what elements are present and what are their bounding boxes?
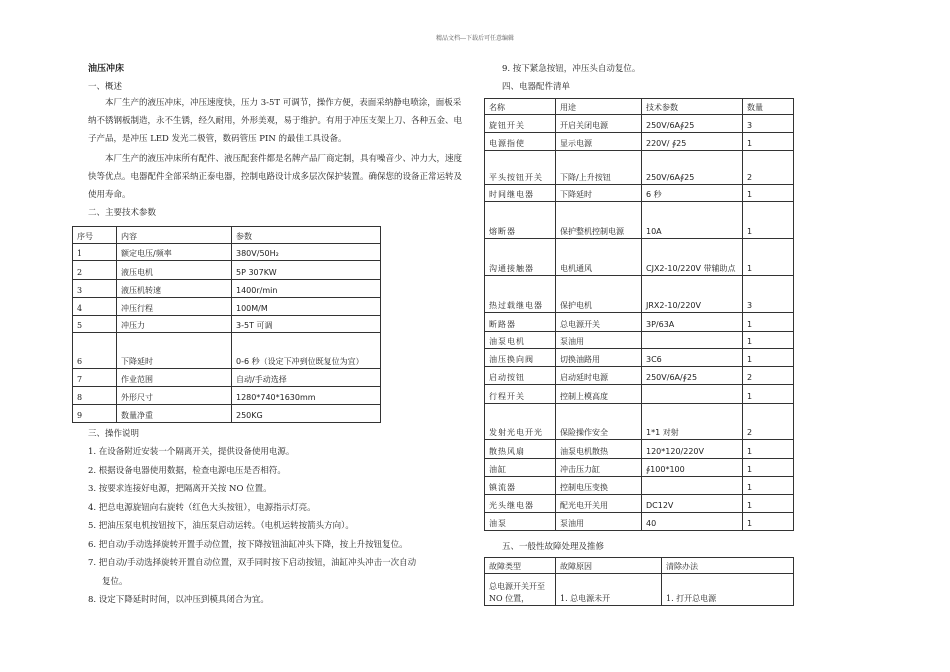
parts-table-cell: 下降/上升按钮 bbox=[556, 151, 642, 185]
operation-step: 8. 设定下降延时时间，以冲压到模具闭合为宜。 bbox=[88, 595, 269, 605]
parts-table-cell: 行程开关 bbox=[485, 385, 556, 404]
parts-table-cell: 启动按钮 bbox=[485, 367, 556, 385]
parts-table-cell: 1 bbox=[743, 459, 794, 477]
parts-table-cell: 光头继电器 bbox=[485, 495, 556, 513]
parts-table-cell: 保险操作安全 bbox=[556, 404, 642, 440]
parts-table-row bbox=[485, 495, 794, 513]
section-operation-heading: 三、操作说明 bbox=[88, 429, 140, 439]
parts-table-row bbox=[485, 349, 794, 367]
params-table-cell: 9 bbox=[73, 405, 117, 423]
fault-table-cell: 1. 打开总电源 bbox=[662, 574, 794, 606]
parts-table-cell: 1 bbox=[743, 133, 794, 151]
parts-table-row bbox=[485, 313, 794, 332]
parts-table-cell: 250V/6A∮25 bbox=[642, 151, 743, 185]
parts-table-cell: 40 bbox=[642, 513, 743, 531]
fault-table-cell: 总电源开关开至 NO 位置， bbox=[485, 574, 556, 606]
parts-table-row bbox=[485, 477, 794, 495]
parts-header-cell: 技术参数 bbox=[642, 99, 743, 115]
section-parts-heading: 四、电器配件清单 bbox=[502, 82, 571, 92]
parts-table-cell: 250V/6A∮25 bbox=[642, 115, 743, 133]
parts-table-cell: 1 bbox=[743, 313, 794, 332]
parts-table-cell: 1 bbox=[743, 332, 794, 349]
params-table-header-row bbox=[73, 227, 381, 244]
parts-table-cell: 油泵电机散热 bbox=[556, 440, 642, 459]
parts-header-cell: 名称 bbox=[485, 99, 556, 115]
params-table-cell: 7 bbox=[73, 369, 117, 387]
parts-table-cell: 2 bbox=[743, 151, 794, 185]
parts-table-cell: 发射光电开光 bbox=[485, 404, 556, 440]
params-table-row bbox=[73, 261, 381, 280]
parts-table-cell: 油压换向阀 bbox=[485, 349, 556, 367]
parts-table-cell: 熔断器 bbox=[485, 202, 556, 239]
operation-step: 复位。 bbox=[102, 576, 128, 587]
parts-table-cell: 保护电机 bbox=[556, 276, 642, 313]
parts-table-cell: 散热风扇 bbox=[485, 440, 556, 459]
section-params-heading: 二、主要技术参数 bbox=[88, 208, 157, 218]
parts-table-cell: 泵油用 bbox=[556, 513, 642, 531]
parts-table-cell: 220V/ ∮25 bbox=[642, 133, 743, 151]
parts-table-cell: 1 bbox=[743, 349, 794, 367]
fault-header-cell: 故障类型 bbox=[485, 558, 556, 574]
section-faults-heading: 五、一般性故障处理及推修 bbox=[502, 542, 605, 552]
parts-table-cell: 1 bbox=[743, 202, 794, 239]
operation-list bbox=[88, 443, 468, 610]
fault-header-cell: 清除办法 bbox=[662, 558, 794, 574]
parts-table-cell: 电源指使 bbox=[485, 133, 556, 151]
parts-table-cell: 控制电压变换 bbox=[556, 477, 642, 495]
parts-table-row bbox=[485, 151, 794, 185]
parts-table-cell: CJX2-10/220V 带辅助点 bbox=[642, 239, 743, 276]
parts-table-cell: 开启关闭电源 bbox=[556, 115, 642, 133]
overview-paragraph-2: 本厂生产的液压冲床所有配件、液压配套件都是名牌产品厂商定制，具有噪音少、冲力大，速度快等优点。电器配件全部采纳正泰电器，控制电路设计成多层次保护装置。确保您的设备正常运转及使用寿命。 bbox=[88, 154, 463, 200]
params-table-cell: 数量净重 bbox=[117, 405, 232, 423]
parts-table-cell: ∮100*100 bbox=[642, 459, 743, 477]
parts-table-cell: 旋钮开关 bbox=[485, 115, 556, 133]
params-table-cell: 冲压行程 bbox=[117, 298, 232, 316]
parts-table-row bbox=[485, 459, 794, 477]
params-table-cell: 8 bbox=[73, 387, 117, 405]
parts-table-cell: JRX2-10/220V bbox=[642, 276, 743, 313]
parts-table-cell: 冲击压力缸 bbox=[556, 459, 642, 477]
params-table-cell: 250KG bbox=[232, 405, 381, 423]
parts-table-cell: 250V/6A/∮25 bbox=[642, 367, 743, 385]
parts-table-row bbox=[485, 513, 794, 531]
parts-table-row bbox=[485, 332, 794, 349]
parts-table-cell bbox=[642, 332, 743, 349]
parts-table-row bbox=[485, 440, 794, 459]
parts-table-cell: 热过载继电器 bbox=[485, 276, 556, 313]
params-table-row bbox=[73, 387, 381, 405]
parts-table-cell: 保护整机控制电源 bbox=[556, 202, 642, 239]
fault-table-header-row bbox=[485, 558, 794, 574]
parts-table-cell: 1 bbox=[743, 185, 794, 202]
parts-header-cell: 用途 bbox=[556, 99, 642, 115]
params-table-row bbox=[73, 298, 381, 316]
parts-table bbox=[484, 98, 794, 531]
parts-table-cell bbox=[642, 477, 743, 495]
operation-step-9: 9. 按下紧急按钮，冲压头自动复位。 bbox=[502, 64, 641, 74]
parts-table-cell: 1 bbox=[743, 385, 794, 404]
params-table-cell: 380V/50H₂ bbox=[232, 244, 381, 261]
params-table-cell: 作业范围 bbox=[117, 369, 232, 387]
params-table-cell: 液压电机 bbox=[117, 261, 232, 280]
parts-table-cell: 120*120/220V bbox=[642, 440, 743, 459]
parts-table-cell: 油泵 bbox=[485, 513, 556, 531]
document-title: 油压冲床 bbox=[88, 64, 125, 74]
parts-table-row bbox=[485, 185, 794, 202]
fault-header-cell: 故障原因 bbox=[556, 558, 662, 574]
parts-table-row bbox=[485, 276, 794, 313]
fault-table-row bbox=[485, 574, 794, 606]
operation-step: 3. 按要求连接好电源，把隔离开关按 NO 位置。 bbox=[88, 484, 272, 494]
parts-table-row bbox=[485, 115, 794, 133]
parts-table-cell: 油泵电机 bbox=[485, 332, 556, 349]
parts-table-cell: 控制上模高度 bbox=[556, 385, 642, 404]
operation-step: 4. 把总电源旋钮向右旋转（红色大头按钮），电源指示灯亮。 bbox=[88, 502, 316, 513]
parts-table-cell: 启动延时电源 bbox=[556, 367, 642, 385]
parts-table-cell: 总电源开关 bbox=[556, 313, 642, 332]
overview-paragraph-1: 本厂生产的液压冲床，冲压速度快，压力 3-5T 可调节，操作方便，表面采纳静电喷涂，面板采纳不锈钢板制造，永不生锈，经久耐用，外形美观，易于维护。有用于冲压支架上刀、各种五金、电子产品，是冲压 LED 发光二极管，数码管压 PIN 的最佳工具设备。 bbox=[88, 98, 463, 144]
params-table-cell: 下降延时 bbox=[117, 333, 232, 369]
parts-table-cell: 电机通风 bbox=[556, 239, 642, 276]
parts-table-cell: 1*1 对射 bbox=[642, 404, 743, 440]
parts-table-cell: 3P/63A bbox=[642, 313, 743, 332]
params-table-cell: 1400r/min bbox=[232, 280, 381, 298]
params-table-row bbox=[73, 316, 381, 333]
parts-table-cell: 镇流器 bbox=[485, 477, 556, 495]
parts-table-row bbox=[485, 385, 794, 404]
parts-table-cell bbox=[642, 385, 743, 404]
parts-table-row bbox=[485, 367, 794, 385]
operation-step: 1. 在设备附近安装一个隔离开关，提供设备使用电源。 bbox=[88, 447, 295, 457]
params-table-cell: 液压机转速 bbox=[117, 280, 232, 298]
parts-table-cell: 2 bbox=[743, 404, 794, 440]
parts-table-header-row bbox=[485, 99, 794, 115]
params-table-row bbox=[73, 369, 381, 387]
parts-table-cell: 1 bbox=[743, 495, 794, 513]
parts-table-cell: 10A bbox=[642, 202, 743, 239]
params-table-cell: 额定电压/频率 bbox=[117, 244, 232, 261]
params-table-cell: 1 bbox=[73, 244, 117, 261]
params-table-row bbox=[73, 280, 381, 298]
page-header: 精品文档---下载后可任意编辑 bbox=[435, 35, 515, 42]
parts-table-row bbox=[485, 133, 794, 151]
params-table-cell: 100M/M bbox=[232, 298, 381, 316]
parts-table-cell: 切换油路用 bbox=[556, 349, 642, 367]
fault-table-cell: 1. 总电源未开 bbox=[556, 574, 662, 606]
parts-table-cell: 3 bbox=[743, 276, 794, 313]
params-table-row bbox=[73, 405, 381, 423]
parts-table-cell: DC12V bbox=[642, 495, 743, 513]
parts-table-cell: 下降延时 bbox=[556, 185, 642, 202]
fault-table bbox=[484, 557, 794, 606]
parts-table-cell: 平头按钮开关 bbox=[485, 151, 556, 185]
parts-table-cell: 沟通接触器 bbox=[485, 239, 556, 276]
params-header-cell: 序号 bbox=[73, 227, 117, 244]
params-header-cell: 参数 bbox=[232, 227, 381, 244]
params-table-row bbox=[73, 333, 381, 369]
params-header-cell: 内容 bbox=[117, 227, 232, 244]
section-overview-heading: 一、概述 bbox=[88, 82, 123, 92]
parts-table-row bbox=[485, 404, 794, 440]
parts-table-cell: 显示电源 bbox=[556, 133, 642, 151]
params-table-cell: 0-6 秒（设定下冲到位既复位为宜） bbox=[232, 333, 381, 369]
parts-table-cell: 1 bbox=[743, 239, 794, 276]
parts-table-row bbox=[485, 239, 794, 276]
params-table-cell: 3-5T 可调 bbox=[232, 316, 381, 333]
params-table-cell: 3 bbox=[73, 280, 117, 298]
parts-table-cell: 6 秒 bbox=[642, 185, 743, 202]
params-table bbox=[72, 226, 381, 423]
params-table-row bbox=[73, 244, 381, 261]
operation-step: 6. 把自动/手动选择旋转开置手动位置，按下降按钮油缸冲头下降，按上升按钮复位。 bbox=[88, 539, 408, 550]
params-table-cell: 5 bbox=[73, 316, 117, 333]
operation-step: 7. 把自动/手动选择旋转开置自动位置，双手同时按下启动按钮，油缸冲头冲击一次自动 bbox=[88, 558, 417, 568]
params-table-cell: 自动/手动选择 bbox=[232, 369, 381, 387]
operation-step: 2. 根据设备电器使用数据，检查电源电压是否相符。 bbox=[88, 465, 286, 476]
parts-table-cell: 1 bbox=[743, 440, 794, 459]
parts-table-cell: 1 bbox=[743, 513, 794, 531]
parts-table-cell: 3 bbox=[743, 115, 794, 133]
params-table-cell: 外形尺寸 bbox=[117, 387, 232, 405]
params-table-cell: 4 bbox=[73, 298, 117, 316]
operation-step: 5. 把油压泵电机按钮按下，油压泵启动运转。（电机运转按箭头方向）。 bbox=[88, 521, 354, 531]
params-table-cell: 5P 307KW bbox=[232, 261, 381, 280]
params-table-cell: 6 bbox=[73, 333, 117, 369]
parts-table-cell: 油缸 bbox=[485, 459, 556, 477]
parts-table-cell: 配光电开关用 bbox=[556, 495, 642, 513]
params-table-cell: 冲压力 bbox=[117, 316, 232, 333]
params-table-cell: 1280*740*1630mm bbox=[232, 387, 381, 405]
parts-table-cell: 泵油用 bbox=[556, 332, 642, 349]
parts-table-cell: 2 bbox=[743, 367, 794, 385]
parts-table-cell: 时间继电器 bbox=[485, 185, 556, 202]
parts-table-cell: 1 bbox=[743, 477, 794, 495]
parts-header-cell: 数量 bbox=[743, 99, 794, 115]
parts-table-row bbox=[485, 202, 794, 239]
parts-table-cell: 3C6 bbox=[642, 349, 743, 367]
parts-table-cell: 断路器 bbox=[485, 313, 556, 332]
params-table-cell: 2 bbox=[73, 261, 117, 280]
